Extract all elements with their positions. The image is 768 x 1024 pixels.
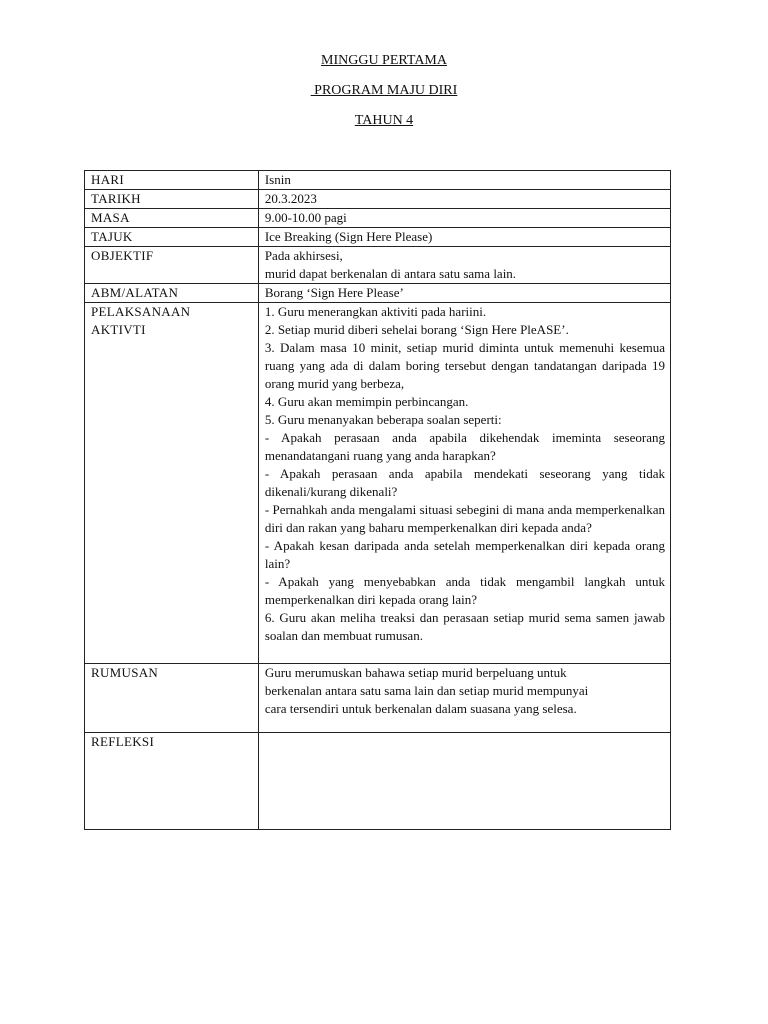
activity-step: 1. Guru menerangkan aktiviti pada hariini.: [264, 304, 487, 319]
rumusan-line: Guru merumuskan bahawa setiap murid berpeluang untuk: [264, 665, 567, 680]
label-hari: HARI: [85, 171, 259, 190]
label-pelaksanaan-1: PELAKSANAAN: [91, 304, 191, 319]
value-tarikh: 20.3.2023: [258, 190, 670, 209]
activity-step: 3. Dalam masa 10 minit, setiap murid diminta untuk memenuhi kesemua ruang yang ada di dalam boring tersebut dengan tandatangan daripada 19 orang murid yang berbeza,: [264, 340, 665, 391]
heading-program: PROGRAM MAJU DIRI: [310, 83, 458, 98]
activity-step: 4. Guru akan memimpin perbincangan.: [264, 394, 469, 409]
row-masa: [85, 209, 671, 228]
value-hari: Isnin: [258, 171, 670, 190]
label-refleksi: REFLEKSI: [85, 733, 259, 830]
rumusan-line: cara tersendiri untuk berkenalan dalam suasana yang selesa.: [264, 701, 577, 716]
activity-step: 6. Guru akan meliha treaksi dan perasaan setiap murid sema samen jawab soalan dan membuat rumusan.: [264, 610, 665, 643]
value-pelaksanaan: [258, 303, 670, 664]
activity-question: - Apakah kesan daripada anda setelah memperkenalkan diri kepada orang lain?: [264, 538, 665, 571]
value-tajuk: Ice Breaking (Sign Here Please): [258, 228, 670, 247]
value-rumusan: [258, 664, 670, 733]
row-objektif: [85, 247, 671, 284]
label-tarikh: TARIKH: [85, 190, 259, 209]
row-tajuk: [85, 228, 671, 247]
label-pelaksanaan-2: AKTIVTI: [91, 322, 146, 337]
row-refleksi: [85, 733, 671, 830]
objektif-line: murid dapat berkenalan di antara satu sama lain.: [264, 266, 517, 281]
objektif-line: Pada akhirsesi,: [264, 248, 343, 263]
label-objektif: OBJEKTIF: [85, 247, 259, 284]
lesson-plan-table: [84, 170, 671, 830]
heading-year: TAHUN 4: [354, 113, 414, 128]
value-abm: Borang ‘Sign Here Please’: [258, 284, 670, 303]
value-masa: 9.00-10.00 pagi: [258, 209, 670, 228]
activity-question: - Apakah perasaan anda apabila dikehendak imeminta seseorang menandatangani ruang yang anda harapkan?: [264, 430, 665, 463]
activity-question: - Pernahkah anda mengalami situasi sebegini di mana anda memperkenalkan diri dan rakan yang baharu memperkenalkan diri kepada anda?: [264, 502, 665, 535]
label-rumusan: RUMUSAN: [85, 664, 259, 733]
value-refleksi: [258, 733, 670, 830]
rumusan-line: berkenalan antara satu sama lain dan setiap murid mempunyai: [264, 683, 589, 698]
activity-step: 2. Setiap murid diberi sehelai borang ‘Sign Here PleASE’.: [264, 322, 569, 337]
label-pelaksanaan: [85, 303, 259, 664]
activity-step: 5. Guru menanyakan beberapa soalan seperti:: [264, 412, 502, 427]
heading-week: MINGGU PERTAMA: [321, 53, 447, 68]
activity-question: - Apakah yang menyebabkan anda tidak mengambil langkah untuk memperkenalkan diri kepada orang lain?: [264, 574, 665, 607]
value-objektif: [258, 247, 670, 284]
row-hari: [85, 171, 671, 190]
label-abm: ABM/ALATAN: [85, 284, 259, 303]
label-masa: MASA: [85, 209, 259, 228]
row-abm: [85, 284, 671, 303]
label-tajuk: TAJUK: [85, 228, 259, 247]
row-tarikh: [85, 190, 671, 209]
activity-question: - Apakah perasaan anda apabila mendekati seseorang yang tidak dikenali/kurang dikenali?: [264, 466, 665, 499]
row-rumusan: [85, 664, 671, 733]
row-pelaksanaan: [85, 303, 671, 664]
